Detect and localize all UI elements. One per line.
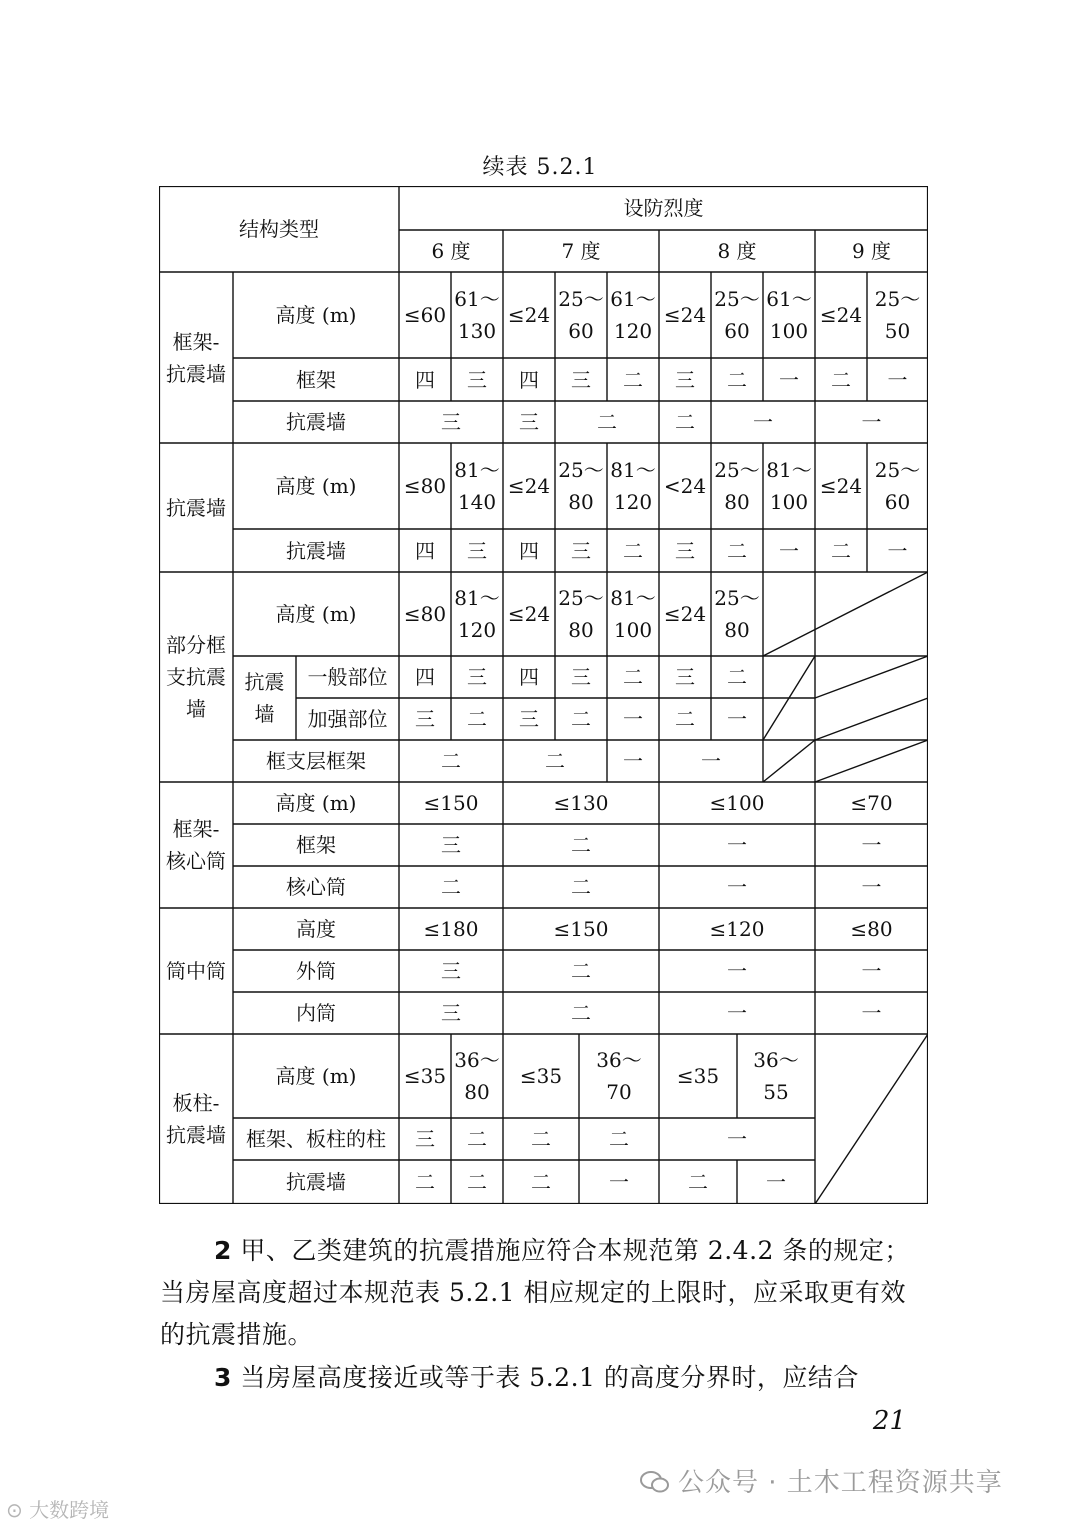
table-cell: 一 <box>861 833 882 857</box>
table-cell: 二 <box>831 367 851 392</box>
table-cell: 三 <box>571 367 591 392</box>
header-degree-9: 9 度 <box>851 239 892 263</box>
slab-cell: ≤35 <box>519 1064 563 1088</box>
table-cell: 三 <box>675 367 695 392</box>
table-cell: 61～ 100 <box>766 287 812 343</box>
page-number: 21 <box>872 1406 906 1436</box>
slab-cell: 一 <box>727 1127 747 1151</box>
paragraph-3-number: 3 <box>214 1363 232 1392</box>
table-cell: 二 <box>623 367 643 392</box>
table-cell: 三 <box>571 665 591 689</box>
table-cell: 三 <box>519 410 539 434</box>
table-cell: <24 <box>663 474 707 498</box>
table-cell: 一 <box>727 959 747 983</box>
table-cell: 一 <box>861 1001 882 1025</box>
paragraph-3-text: 当房屋高度接近或等于表 5.2.1 的高度分界时，应结合 <box>240 1363 859 1392</box>
table-cell: 一 <box>701 749 721 773</box>
slab-cell: 二 <box>531 1170 551 1194</box>
sub-item-general: 一般部位 <box>307 665 388 689</box>
table-cell: 抗震墙 <box>286 410 346 434</box>
table-cell: 三 <box>675 538 695 563</box>
table-cell: ≤24 <box>663 602 707 626</box>
table-cell: 二 <box>727 538 747 563</box>
table-cell: 二 <box>623 538 643 563</box>
table-cell: ≤150 <box>423 791 479 815</box>
table-cell: 二 <box>597 410 617 434</box>
paragraph-2-number: 2 <box>214 1236 232 1265</box>
table-cell: 一 <box>861 410 882 434</box>
table-cell: 高度 <box>296 917 336 941</box>
table-cell: 二 <box>571 959 591 983</box>
slab-cell: 二 <box>609 1127 629 1151</box>
table-cell: ≤100 <box>709 791 765 815</box>
table-cell: 高度 (m) <box>275 791 357 815</box>
slab-row-label: 高度 (m) <box>275 1064 357 1088</box>
table-cell: ≤24 <box>819 303 863 327</box>
table-cell: 一 <box>727 833 747 857</box>
table-cell: 外筒 <box>296 959 336 983</box>
table-caption: 续表 5.2.1 <box>482 155 598 180</box>
table-cell: 二 <box>571 833 591 857</box>
table-cell: 框架 <box>296 833 336 857</box>
table-cell: 三 <box>571 538 591 563</box>
sub-item-strengthened: 加强部位 <box>307 707 388 731</box>
table-cell: 一 <box>623 749 643 773</box>
table-cell: 81～ 120 <box>610 458 656 514</box>
table-cell: 内筒 <box>296 1001 336 1025</box>
table-cell: 二 <box>571 1001 591 1025</box>
table-cell: ≤150 <box>553 917 609 941</box>
seismic-grade-table <box>159 186 928 1204</box>
table-cell: 三 <box>441 959 461 983</box>
header-degree-7: 7 度 <box>561 239 601 263</box>
table-cell: 四 <box>519 665 539 689</box>
paragraph-2 <box>160 1230 928 1356</box>
table-cell: 高度 (m) <box>275 303 357 327</box>
table-cell: 三 <box>467 665 487 689</box>
table-cell: 四 <box>519 367 539 392</box>
table-cell: 三 <box>441 410 461 434</box>
group-label: 框架- 核心筒 <box>166 817 226 873</box>
table-cell: 二 <box>727 367 747 392</box>
table-cell: 三 <box>519 707 539 731</box>
table-cell: 25～ 60 <box>714 287 760 343</box>
slab-row-label: 框架、板柱的柱 <box>246 1127 386 1151</box>
table-cell: 61～ 120 <box>610 287 656 343</box>
table-cell: ≤180 <box>423 917 479 941</box>
na-diagonal <box>763 572 928 656</box>
slab-cell: 二 <box>415 1170 435 1194</box>
table-cell: 二 <box>441 749 461 773</box>
table-cell: ≤120 <box>709 917 765 941</box>
slab-cell: 二 <box>531 1127 551 1151</box>
table-cell: 二 <box>623 665 643 689</box>
table-cell: ≤24 <box>819 474 863 498</box>
table-cell: 三 <box>675 665 695 689</box>
table-cell: 框支层框架 <box>266 749 366 773</box>
slab-cell: 一 <box>609 1170 629 1194</box>
table-cell: 二 <box>441 875 461 899</box>
table-cell: ≤130 <box>553 791 609 815</box>
na-diagonal <box>815 698 928 740</box>
table-cell: 二 <box>675 410 695 434</box>
table-cell: ≤24 <box>663 303 707 327</box>
table-cell: 二 <box>467 707 487 731</box>
table-cell: 二 <box>571 707 591 731</box>
table-cell: 框架 <box>296 367 336 392</box>
table-cell: 一 <box>727 707 747 731</box>
corner-mark <box>6 1494 109 1523</box>
table-cell: 81～ 100 <box>766 458 812 514</box>
slab-cell: 二 <box>467 1127 487 1151</box>
table-cell: 一 <box>727 1001 747 1025</box>
table-cell: 一 <box>861 959 882 983</box>
table-cell: 一 <box>753 410 773 434</box>
table-cell: 81～ 120 <box>454 586 500 642</box>
na-diagonal <box>815 1034 928 1204</box>
table-cell: ≤80 <box>403 602 447 626</box>
table-cell: 一 <box>861 875 882 899</box>
table-cell: 25～ 80 <box>714 586 760 642</box>
slab-cell: ≤35 <box>676 1064 720 1088</box>
table-cell: 核心筒 <box>286 875 346 899</box>
table-cell: 一 <box>779 367 799 392</box>
table-cell: 25～ 80 <box>558 586 604 642</box>
header-degree-6: 6 度 <box>431 239 471 263</box>
watermark-text: 公众号 · 土木工程资源共享 <box>678 1468 1003 1498</box>
table-cell: ≤24 <box>507 602 551 626</box>
na-diagonal <box>763 740 815 782</box>
slab-cell: 36～ 80 <box>454 1048 500 1104</box>
table-cell: 高度 (m) <box>275 602 357 626</box>
paragraph-3 <box>160 1357 928 1399</box>
header-structure-type: 结构类型 <box>239 217 319 241</box>
table-cell: 三 <box>467 367 487 392</box>
table-cell: 三 <box>441 1001 461 1025</box>
table-cell: 25～ 50 <box>874 287 921 343</box>
table-cell: 三 <box>467 538 487 563</box>
group-label: 抗震墙 <box>166 495 226 520</box>
group-label: 板柱- 抗震墙 <box>166 1091 226 1147</box>
watermark <box>640 1462 1003 1499</box>
group-label: 筒中筒 <box>166 959 226 983</box>
table-cell: 高度 (m) <box>275 474 357 498</box>
na-diagonal <box>815 656 928 698</box>
table-cell: 一 <box>779 538 799 563</box>
table-cell: 二 <box>675 707 695 731</box>
table-cell: 二 <box>571 875 591 899</box>
table-cell: 81～ 140 <box>454 458 500 514</box>
slab-cell: 二 <box>688 1170 708 1194</box>
table-cell: 抗震墙 <box>286 538 346 563</box>
table-cell: ≤80 <box>403 474 447 498</box>
corner-mark-text: 大数跨境 <box>29 1498 110 1522</box>
paragraph-2-text: 甲、乙类建筑的抗震措施应符合本规范第 2.4.2 条的规定；当房屋高度超过本规范表 5.2.1 相应规定的上限时，应采取更有效的抗震措施。 <box>160 1236 910 1349</box>
table-cell: 一 <box>887 367 908 392</box>
table-cell: 四 <box>415 367 435 392</box>
slab-cell: 二 <box>467 1170 487 1194</box>
na-diagonal <box>815 740 928 782</box>
corner-mark-icon: ⊙ <box>6 1498 23 1522</box>
sub-label-wall: 抗震 墙 <box>244 670 285 726</box>
slab-cell: 36～ 70 <box>596 1048 642 1104</box>
table-cell: 81～ 100 <box>610 586 656 642</box>
table-cell: 二 <box>727 665 747 689</box>
header-intensity: 设防烈度 <box>623 196 704 220</box>
table-cell: 25～ 60 <box>874 458 921 514</box>
table-cell: ≤60 <box>403 303 447 327</box>
table-cell: 61～ 130 <box>454 287 500 343</box>
table-cell: 二 <box>831 538 851 563</box>
table-cell: 一 <box>727 875 747 899</box>
slab-cell: ≤35 <box>403 1064 447 1088</box>
group-label: 部分框 支抗震 墙 <box>166 633 226 721</box>
table-cell: ≤70 <box>850 791 893 815</box>
group-label: 框架- 抗震墙 <box>166 329 226 386</box>
table-cell: 25～ 60 <box>558 287 604 343</box>
table-cell: ≤24 <box>507 303 551 327</box>
table-cell: 四 <box>415 665 435 689</box>
slab-row-label: 抗震墙 <box>286 1170 346 1194</box>
table-cell: 二 <box>545 749 565 773</box>
table-cell: 四 <box>415 538 435 563</box>
table-cell: 三 <box>441 833 461 857</box>
table-cell: 四 <box>519 538 539 563</box>
table-cell: 三 <box>415 707 435 731</box>
header-degree-8: 8 度 <box>717 239 757 263</box>
slab-cell: 36～ 55 <box>753 1048 799 1104</box>
slab-cell: 三 <box>415 1127 435 1151</box>
table-cell: 25～ 80 <box>714 458 760 514</box>
table-cell: ≤24 <box>507 474 551 498</box>
table-cell: 25～ 80 <box>558 458 604 514</box>
table-cell: 一 <box>623 707 643 731</box>
table-cell: ≤80 <box>850 917 893 941</box>
wechat-icon <box>640 1470 670 1494</box>
table-cell: 一 <box>887 538 908 563</box>
slab-cell: 一 <box>766 1170 786 1194</box>
